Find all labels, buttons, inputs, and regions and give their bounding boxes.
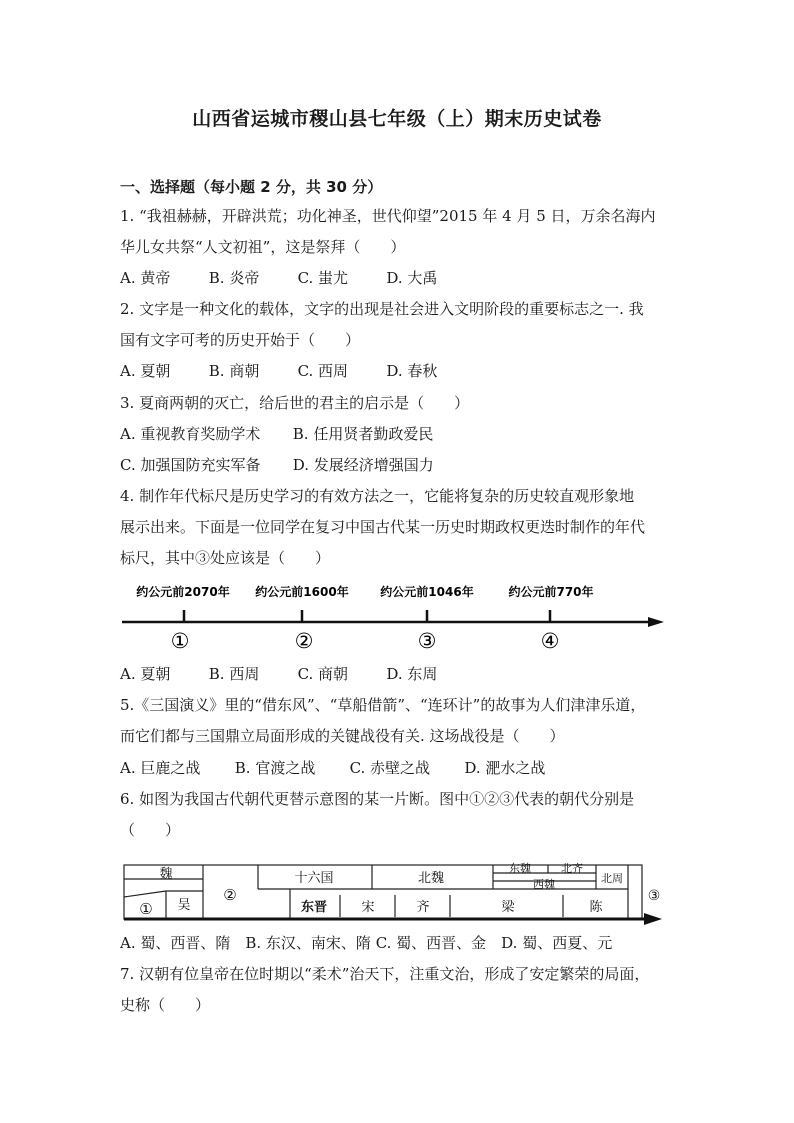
timeline-ruler: [118, 578, 670, 656]
option-a: A. 夏朝: [120, 665, 171, 683]
option-c: C. 蚩尤: [297, 269, 349, 287]
question-3-options-row-2: [120, 455, 434, 475]
label-dongjin: 东晋: [300, 900, 328, 915]
timeline-marker-2: ②: [294, 629, 314, 653]
timeline-marker-1: ①: [170, 629, 190, 653]
question-2-line-2: 国有文字可考的历史开始于（ ）: [120, 331, 361, 349]
question-5-options: [120, 758, 545, 778]
question-2-line-1: 2. 文字是一种文化的载体，文字的出现是社会进入文明阶段的重要标志之一. 我: [120, 300, 644, 318]
option-d: D. 东周: [386, 665, 438, 683]
question-5-line-2: 而它们都与三国鼎立局面形成的关键战役有关. 这场战役是（ ）: [120, 727, 565, 745]
label-qi: 齐: [416, 900, 430, 915]
question-4-line-2: 展示出来。下面是一位同学在复习中国古代某一历史时期政权更迭时制作的年代: [120, 518, 646, 536]
label-song: 宋: [361, 900, 375, 915]
label-liang: 梁: [501, 900, 515, 915]
option-b: B. 炎帝: [208, 269, 260, 287]
question-2-options: [120, 361, 437, 381]
question-1-line-2: 华儿女共祭“人文初祖”，这是祭拜（ ）: [120, 238, 406, 256]
option-b: B. 任用贤者勤政爱民: [292, 425, 434, 443]
option-b: B. 西周: [208, 665, 260, 683]
question-4-line-1: 4. 制作年代标尺是历史学习的有效方法之一，它能将复杂的历史较直观形象地: [120, 487, 635, 505]
option-a: A. 黄帝: [120, 269, 171, 287]
question-6-options: A. 蜀、西晋、隋 B. 东汉、南宋、隋 C. 蜀、西晋、金 D. 蜀、西夏、元: [120, 934, 613, 952]
option-d: D. 淝水之战: [464, 759, 546, 777]
option-a: A. 重视教育奖励学术: [120, 425, 261, 443]
question-7-line-2: 史称（ ）: [120, 996, 211, 1014]
question-4-line-3: 标尺，其中③处应该是（ ）: [120, 549, 331, 567]
question-1-line-1: 1. “我祖赫赫，开辟洪荒；功化神圣，世代仰望”2015 年 4 月 5 日，万余名海内: [120, 207, 656, 225]
option-c: C. 赤壁之战: [349, 759, 431, 777]
timeline-date-3: 约公元前1046年: [380, 585, 474, 599]
section-heading: 一、选择题（每小题 2 分，共 30 分）: [120, 178, 383, 196]
timeline-date-1: 约公元前2070年: [136, 585, 230, 599]
option-c: C. 加强国防充实军备: [120, 456, 261, 474]
label-beiqi: 北齐: [561, 862, 583, 875]
dynasty-chart: [118, 851, 666, 927]
question-4-options: [120, 664, 437, 684]
timeline-marker-4: ④: [540, 629, 560, 653]
label-chen: 陈: [589, 900, 603, 915]
timeline-arrowhead: [648, 617, 664, 627]
label-wei: 魏: [159, 867, 173, 882]
option-a: A. 夏朝: [120, 362, 171, 380]
option-b: B. 商朝: [208, 362, 260, 380]
option-d: D. 春秋: [386, 362, 438, 380]
question-5-line-1: 5.《三国演义》里的“借东风”、“草船借箭”、“连环计”的故事为人们津津乐道，: [120, 696, 646, 714]
label-shiliuguo: 十六国: [294, 871, 334, 886]
label-marker-2: ②: [223, 886, 237, 904]
timeline-date-4: 约公元前770年: [508, 585, 594, 599]
label-beiwei: 北魏: [417, 871, 445, 886]
option-d: D. 发展经济增强国力: [292, 456, 434, 474]
label-wu: 吴: [177, 898, 191, 913]
question-3-options-row-1: [120, 424, 433, 444]
option-b: B. 官渡之战: [234, 759, 316, 777]
option-d: D. 大禹: [386, 269, 438, 287]
label-marker-3: ③: [647, 888, 661, 904]
timeline-date-2: 约公元前1600年: [255, 585, 349, 599]
label-xiwei: 西魏: [533, 878, 555, 891]
option-a: A. 巨鹿之战: [120, 759, 201, 777]
option-c: C. 商朝: [297, 665, 349, 683]
timeline-marker-3: ③: [417, 629, 437, 653]
question-7-line-1: 7. 汉朝有位皇帝在位时期以“柔术”治天下，注重文治，形成了安定繁荣的局面，: [120, 965, 650, 983]
label-marker-1: ①: [139, 900, 153, 918]
question-6-line-1: 6. 如图为我国古代朝代更替示意图的某一片断。图中①②③代表的朝代分别是: [120, 790, 635, 808]
question-3-line-1: 3. 夏商两朝的灭亡，给后世的君主的启示是（ ）: [120, 394, 470, 412]
dynasty-arrowhead: [644, 913, 662, 925]
page-title: 山西省运城市稷山县七年级（上）期末历史试卷: [192, 108, 602, 130]
question-6-line-2: （ ）: [120, 821, 181, 839]
question-1-options: [120, 268, 437, 288]
label-dongwei: 东魏: [509, 862, 531, 875]
option-c: C. 西周: [297, 362, 349, 380]
label-beizhou: 北周: [601, 872, 623, 885]
